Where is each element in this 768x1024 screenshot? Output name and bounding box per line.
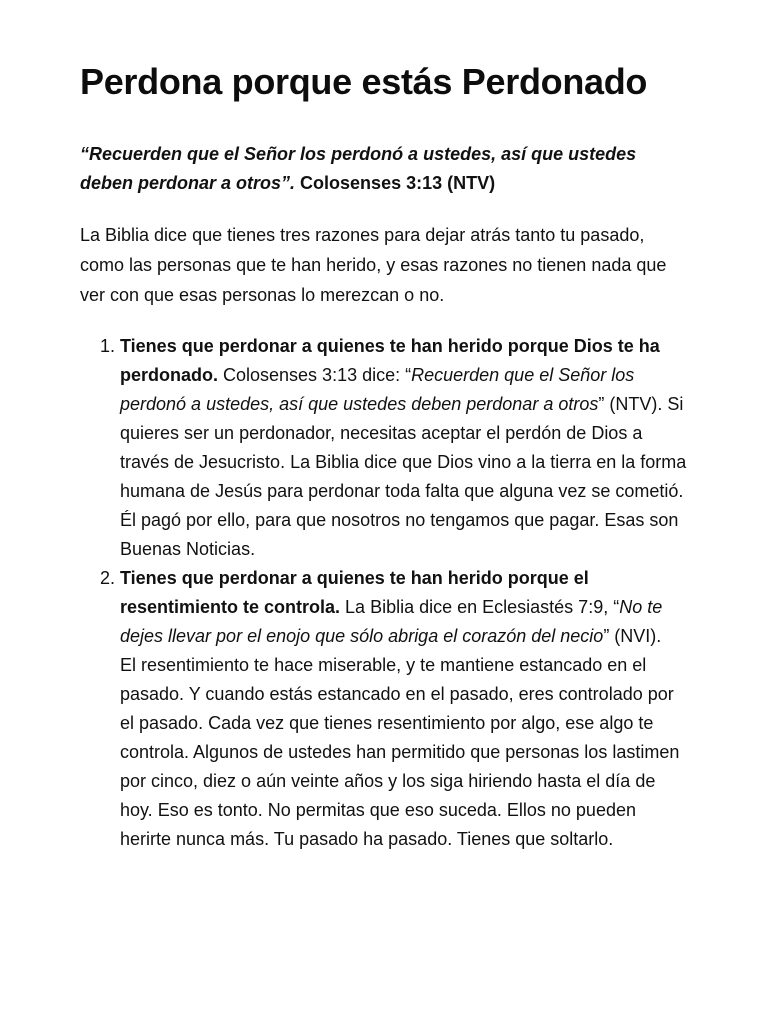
list-item-quote: Recuerden que el Señor los perdonó a ustedes, así que ustedes deben perdonar a otros	[120, 365, 635, 414]
list-item-text-post: ” (NVI).	[603, 626, 662, 646]
list-item-text-pre: La Biblia dice en Eclesiastés 7:9, “	[340, 597, 620, 617]
intro-paragraph: La Biblia dice que tienes tres razones para dejar atrás tanto tu pasado, como las personas que te han herido, y esas razones no tienen nada que ver con que esas personas lo merezcan o no.	[80, 225, 667, 305]
verse-reference: Colosenses 3:13 (NTV)	[295, 173, 496, 193]
list-item	[120, 332, 690, 564]
reasons-list	[80, 332, 690, 854]
page-title: Perdona porque estás Perdonado	[80, 61, 648, 102]
list-item-paragraph: El resentimiento te hace miserable, y te mantiene estancado en el pasado. Y cuando estás estancado en el pasado, eres controlado por el pasado. Cada vez que tienes resentimiento por algo, ese algo te controla. Algunos de ustedes han permitido que personas los lastimen por cinco, diez o aún veinte años y los siga hiriendo hasta el día de hoy. Eso es tonto. No permitas que eso suceda. Ellos no pueden herirte nunca más. Tu pasado ha pasado. Tienes que soltarlo.	[120, 655, 680, 849]
list-item-heading: Tienes que perdonar a quienes te han herido porque el resentimiento te controla.	[120, 568, 589, 617]
list-item-quote: No te dejes llevar por el enojo que sólo abriga el corazón del necio	[120, 597, 663, 646]
verse-quote	[80, 140, 690, 198]
list-item-text-pre: Colosenses 3:13 dice: “	[218, 365, 412, 385]
list-item	[120, 564, 690, 854]
list-item-heading: Tienes que perdonar a quienes te han herido porque Dios te ha perdonado.	[120, 336, 660, 385]
list-item-text-post: ” (NTV). Si quieres ser un perdonador, necesitas aceptar el perdón de Dios a través de Jesucristo. La Biblia dice que Dios vino a la tierra en la forma humana de Jesús para perdonar toda falta que alguna vez se cometió. Él pagó por ello, para que nosotros no tengamos que pagar. Esas son Buenas Noticias.	[120, 394, 687, 559]
verse-quote-text: “Recuerden que el Señor los perdonó a ustedes, así que ustedes deben perdonar a otros”.	[80, 144, 637, 193]
